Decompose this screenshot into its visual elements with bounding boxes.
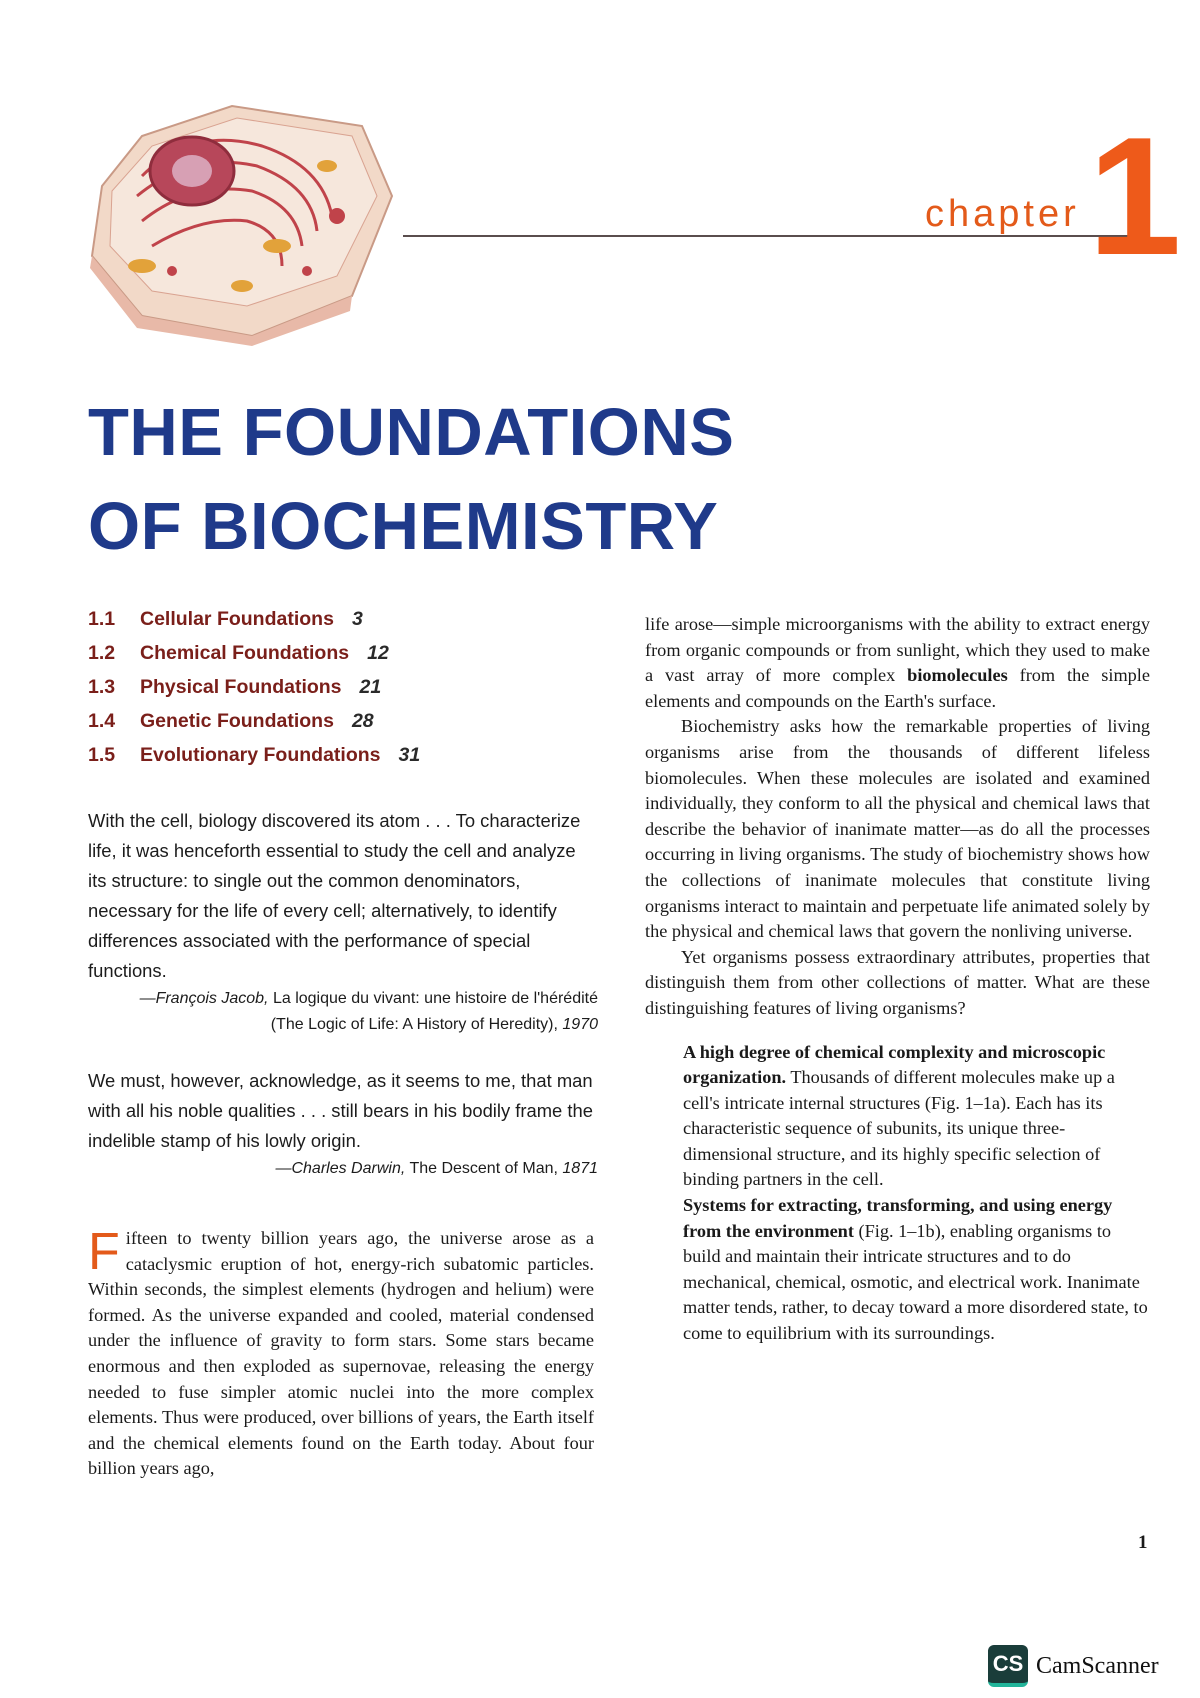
toc-item[interactable] [88, 710, 608, 744]
camscanner-logo: CS [988, 1645, 1028, 1687]
epigraph-attribution [88, 1156, 598, 1182]
toc-item-page: 31 [398, 744, 421, 766]
toc-item[interactable] [88, 744, 608, 778]
toc-item-number: 1.4 [88, 710, 116, 732]
chapter-label: chapter [925, 193, 1080, 235]
animal-cell-cutaway-icon [82, 96, 402, 346]
chapter-title-line-2: OF BIOCHEMISTRY [88, 489, 719, 564]
feature-heading: A high degree of chemical complexity and microscopic organization. [683, 1041, 1106, 1088]
feature-text: (Fig. 1–1b), enabling organisms to build and maintain their intricate structures and to do mechanical, chemical, osmotic, and electrical work. Inanimate matter tends, rather, to decay toward a more disordered state, to come to equilibrium with its surroundings. [683, 1220, 1148, 1344]
epigraph-work: The Descent of Man, [405, 1160, 558, 1177]
toc-item-number: 1.1 [88, 608, 116, 630]
camscanner-watermark [988, 1645, 1159, 1687]
table-of-contents [88, 608, 608, 778]
intro-text-right: life arose—simple microorganisms with the ability to extract energy from organic compounds or from sunlight, which they used to make a vast array of more complex [645, 614, 1150, 686]
epigraph-author: —François Jacob, [139, 990, 269, 1007]
body-column-right [645, 612, 1150, 1347]
toc-item-page: 12 [367, 642, 389, 664]
toc-item-page: 3 [351, 608, 363, 630]
toc-item[interactable] [88, 676, 608, 710]
toc-item-label: Chemical Foundations [140, 642, 350, 664]
feature-text: Thousands of different molecules make up a cell's intricate internal structures (Fig. 1–1a). Each has its characteristic sequence of subunits, its unique three-dimensional structure, and its highly specific selection of binding partners in the cell. [683, 1067, 1115, 1190]
epigraph-work-english: (The Logic of Life: A History of Heredity), [270, 1016, 558, 1033]
epigraph-year: 1871 [557, 1160, 598, 1177]
drop-cap: F [88, 1223, 120, 1281]
epigraph-year: 1970 [557, 1016, 598, 1033]
paragraph-biochemistry: Biochemistry asks how the remarkable properties of living organisms arise from the thousands of different lifeless biomolecules. When these molecules are isolated and examined individually, they conform to all the physical and chemical laws that describe the behavior of inanimate matter—as do all the processes occurring in living organisms. The study of biochemistry shows how the collections of inanimate molecules that constitute living organisms interact to maintain and perpetuate life animated solely by the physical and chemical laws that govern the nonliving universe. [645, 716, 1150, 942]
epigraph-quote: We must, however, acknowledge, as it seems to me, that man with all his noble qualities . . . still bears in his bodily frame the indelible stamp of his lowly origin. [88, 1070, 593, 1151]
toc-item-page: 21 [359, 676, 382, 698]
toc-item-number: 1.3 [88, 676, 116, 698]
toc-item[interactable] [88, 608, 608, 642]
toc-item[interactable] [88, 642, 608, 676]
page-number: 1 [1138, 1532, 1148, 1553]
toc-item-label: Evolutionary Foundations [140, 744, 381, 766]
epigraph-work: La logique du vivant: une histoire de l'hérédité [268, 990, 598, 1007]
biomolecules-term: biomolecules [907, 665, 1008, 686]
toc-item-label: Cellular Foundations [140, 608, 334, 630]
toc-item-label: Physical Foundations [140, 676, 342, 698]
intro-text-end: from the simple elements and compounds on the Earth's surface. [645, 665, 1150, 711]
feature-list [683, 1040, 1150, 1347]
toc-item-page: 28 [351, 710, 374, 732]
intro-paragraph-part-1 [88, 1223, 594, 1482]
feature-item [683, 1040, 1150, 1194]
camscanner-name: CamScanner [1036, 1652, 1159, 1679]
toc-item-label: Genetic Foundations [140, 710, 334, 732]
chapter-title [88, 386, 734, 574]
body-column-left [88, 1223, 594, 1482]
epigraph-author: —Charles Darwin, [275, 1160, 406, 1177]
feature-item [683, 1193, 1150, 1347]
epigraph-jacob [88, 806, 598, 1038]
chapter-title-line-1: THE FOUNDATIONS [88, 395, 735, 470]
epigraph-attribution [88, 986, 598, 1038]
epigraph-darwin [88, 1066, 598, 1182]
paragraph-attributes: Yet organisms possess extraordinary attributes, properties that distinguish them from other collections of matter. What are these distinguishing features of living organisms? [645, 946, 1150, 1018]
intro-text-left: ifteen to twenty billion years ago, the universe arose as a cataclysmic eruption of hot, energy-rich subatomic particles. Within seconds, the simplest elements (hydrogen and helium) were formed. As the universe expanded and cooled, material condensed under the influence of gravity to form stars. Some stars became enormous and then exploded as supernovae, releasing the energy needed to fuse simpler atomic nuclei into the more complex elements. Thus were produced, over billions of years, the Earth itself and the chemical elements found on the Earth today. About four billion years ago, [88, 1228, 594, 1479]
toc-item-number: 1.5 [88, 744, 116, 766]
intro-paragraph-part-2 [645, 612, 1150, 714]
feature-heading: Systems for extracting, transforming, and using energy from the environment [683, 1195, 1113, 1241]
chapter-number: 1 [1088, 102, 1182, 290]
toc-item-number: 1.2 [88, 642, 116, 664]
epigraph-quote: With the cell, biology discovered its atom . . . To characterize life, it was henceforth essential to study the cell and analyze its structure: to single out the common denominators, necessary for the life of every cell; alternatively, to identify differences associated with the performance of special functions. [88, 810, 581, 981]
